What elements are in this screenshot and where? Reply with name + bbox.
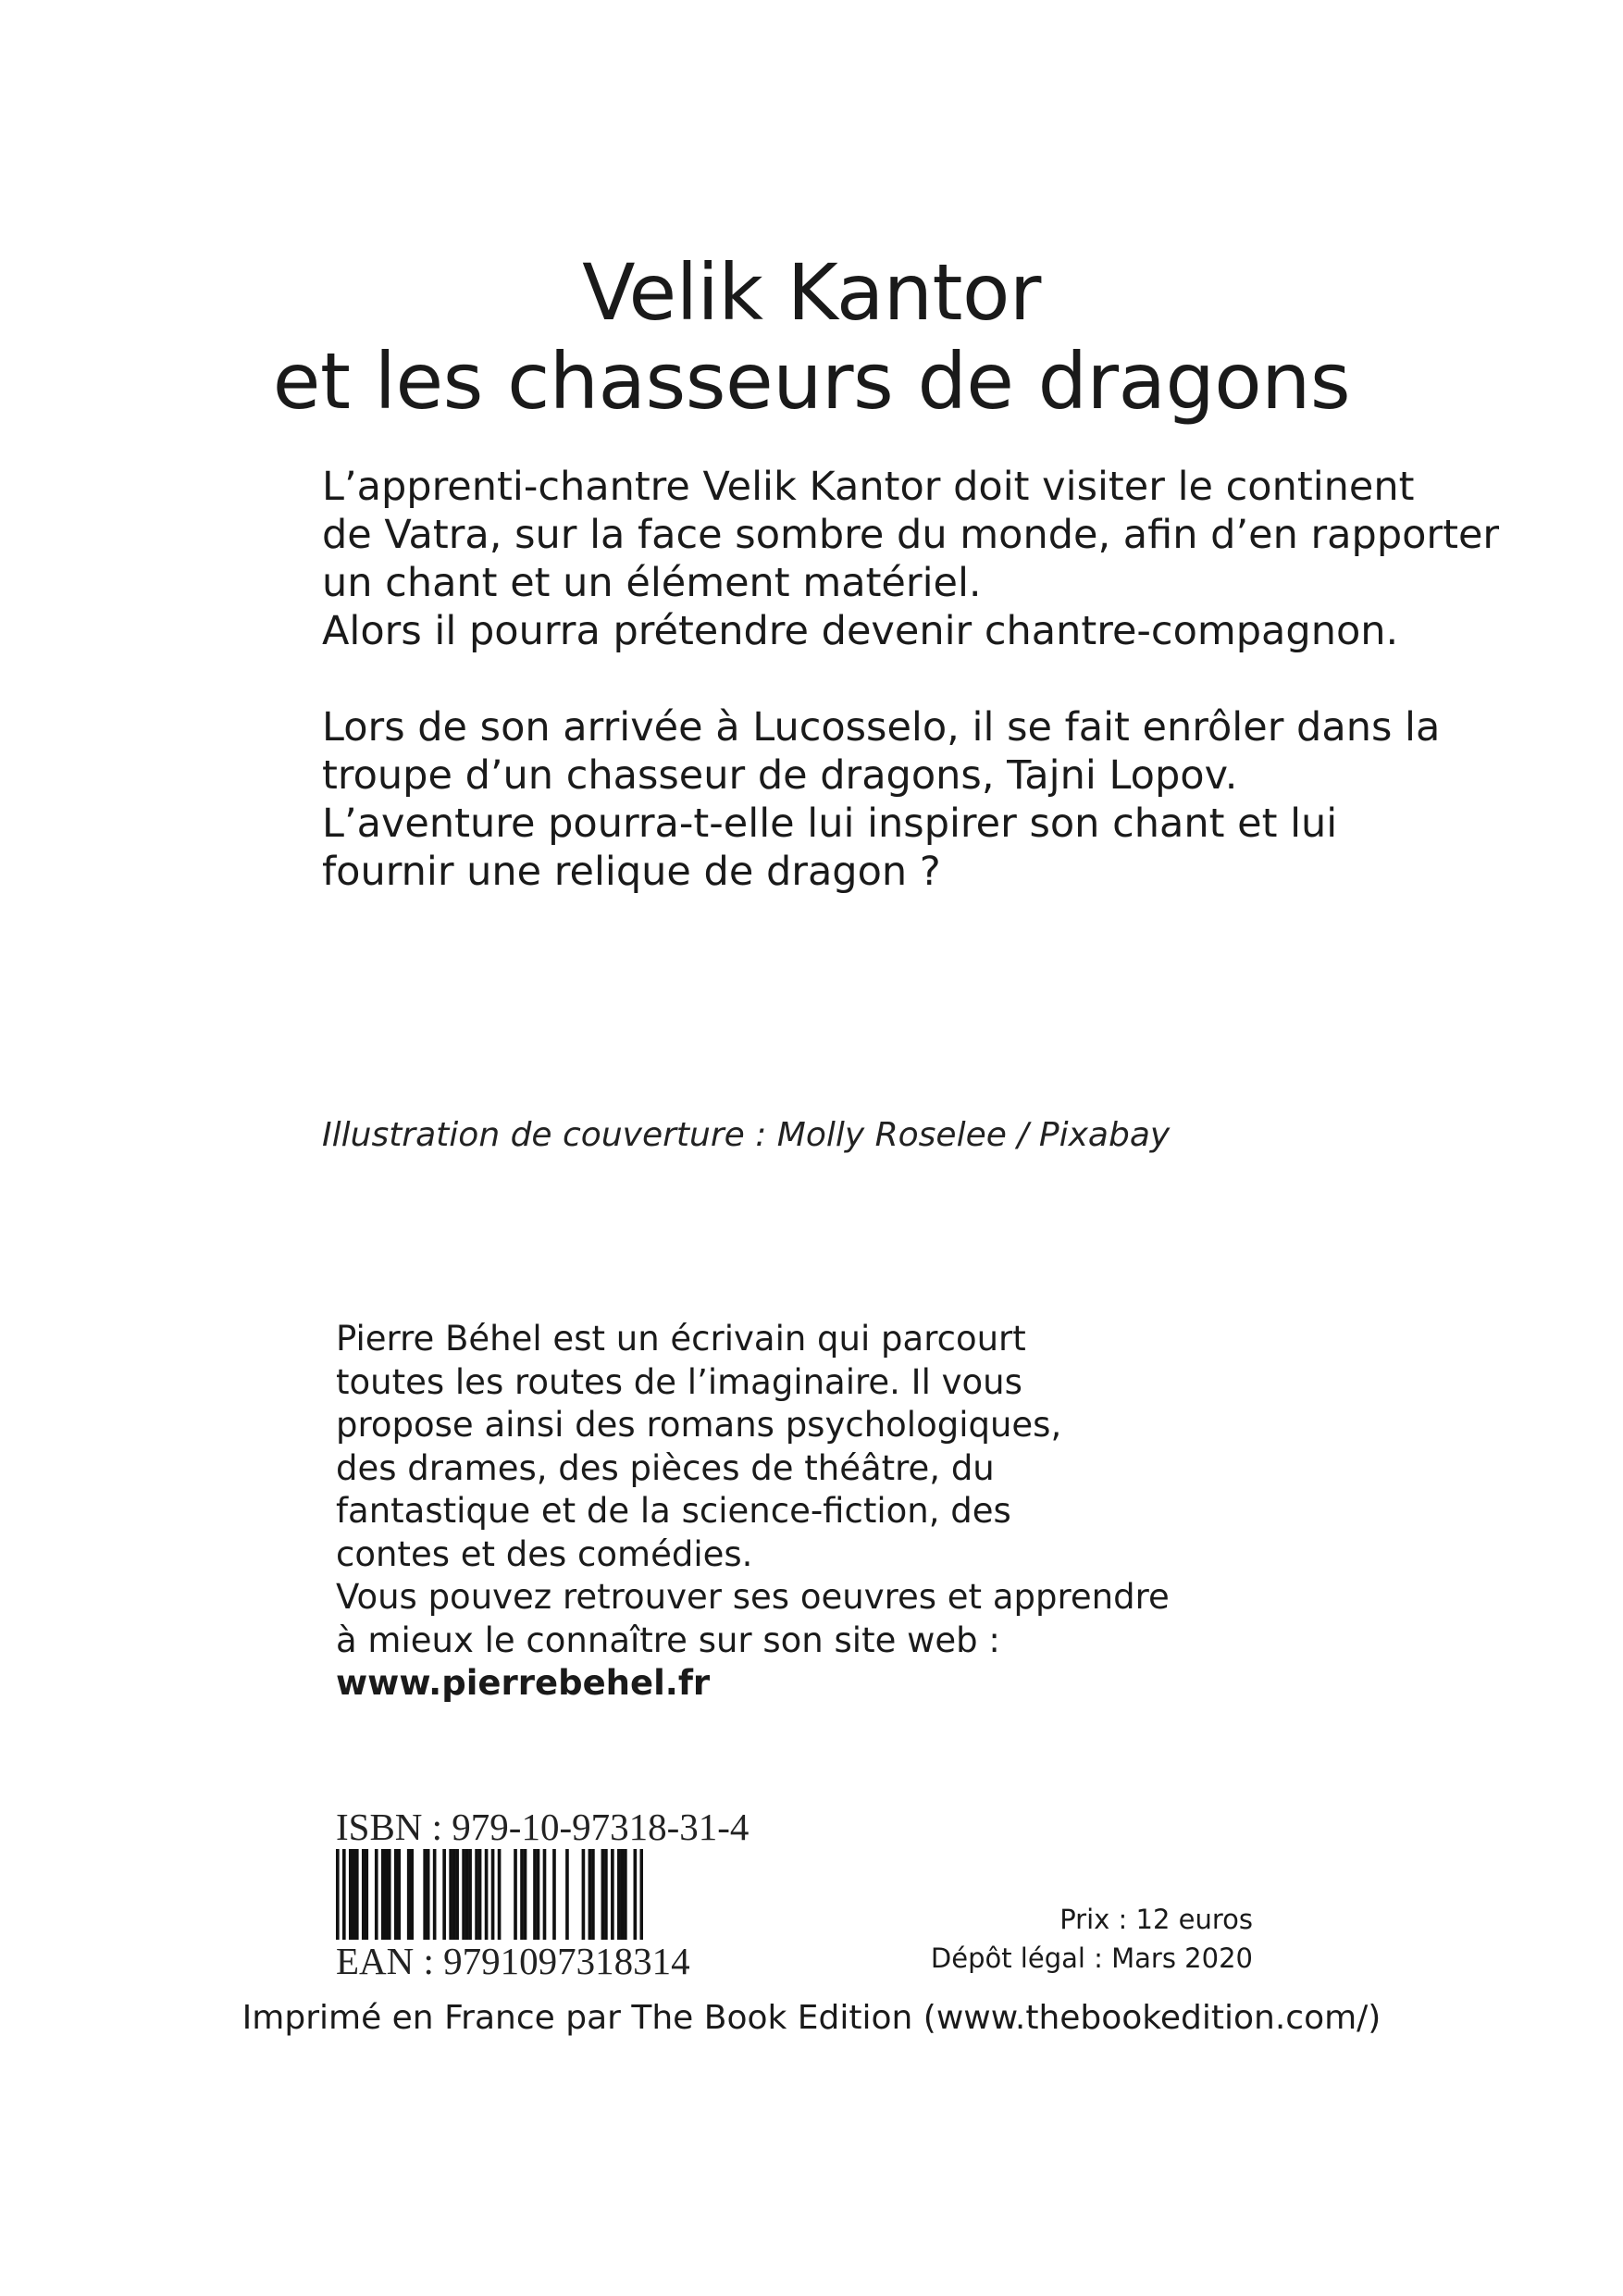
barcode-bar — [336, 1849, 340, 1940]
barcode-bar — [491, 1849, 495, 1940]
barcode-bar — [565, 1849, 569, 1940]
price: Prix : 12 euros — [1059, 1904, 1253, 1935]
barcode-bar — [621, 1849, 625, 1940]
barcode-bar — [342, 1849, 346, 1940]
author-bio-line: des drames, des pièces de théâtre, du — [336, 1447, 995, 1488]
barcode-bar — [514, 1849, 517, 1940]
barcode-bar — [475, 1849, 478, 1940]
synopsis-line: fournir une relique de dragon ? — [322, 849, 941, 895]
barcode-bar — [543, 1849, 547, 1940]
barcode-bar — [423, 1849, 427, 1940]
barcode-bar — [394, 1849, 398, 1940]
author-bio — [336, 1318, 1261, 1706]
synopsis-paragraph-1 — [322, 463, 1525, 655]
synopsis-line: L’apprenti-chantre Velik Kantor doit visiter le continent — [322, 464, 1415, 510]
barcode-bar — [468, 1849, 472, 1940]
barcode-bar — [582, 1849, 586, 1940]
printer-notice: Imprimé en France par The Book Edition (www.thebookedition.com/) — [242, 1999, 1381, 2037]
legal-deposit: Dépôt légal : Mars 2020 — [930, 1942, 1253, 1974]
barcode-bar — [427, 1849, 430, 1940]
barcode-bar — [355, 1849, 359, 1940]
barcode-bar — [349, 1849, 353, 1940]
synopsis-line: un chant et un élément matériel. — [322, 560, 982, 606]
barcode-bar — [362, 1849, 365, 1940]
synopsis-line: L’aventure pourra-t-elle lui inspirer son chant et lui — [322, 800, 1338, 847]
synopsis-line: Alors il pourra prétendre devenir chantre-compagnon. — [322, 608, 1399, 654]
barcode-bar — [617, 1849, 621, 1940]
synopsis-line: troupe d’un chasseur de dragons, Tajni Lopov. — [322, 752, 1238, 799]
barcode-bar — [384, 1849, 388, 1940]
barcode-bar — [634, 1849, 638, 1940]
barcode-bar — [552, 1849, 556, 1940]
synopsis-line: Lors de son arrivée à Lucosselo, il se fait enrôler dans la — [322, 704, 1441, 751]
barcode-bar — [365, 1849, 368, 1940]
barcode-bar — [410, 1849, 414, 1940]
barcode-bar — [397, 1849, 401, 1940]
barcode-bar — [465, 1849, 469, 1940]
author-website-link[interactable]: www.pierrebehel.fr — [336, 1663, 711, 1703]
barcode-bar — [462, 1849, 465, 1940]
barcode-bar — [442, 1849, 446, 1940]
synopsis — [322, 463, 1525, 944]
barcode-bar — [640, 1849, 643, 1940]
author-bio-line: fantastique et de la science-fiction, des — [336, 1491, 1011, 1531]
barcode-bar — [381, 1849, 385, 1940]
barcode-bar — [352, 1849, 355, 1940]
book-title — [0, 248, 1623, 426]
barcode-bar — [604, 1849, 608, 1940]
title-line-1: Velik Kantor — [582, 247, 1041, 338]
author-bio-line: contes et des comédies. — [336, 1533, 753, 1574]
barcode-bar — [498, 1849, 502, 1940]
barcode-bar — [478, 1849, 482, 1940]
barcode-bar — [455, 1849, 459, 1940]
barcode-bar — [449, 1849, 452, 1940]
barcode-bar — [524, 1849, 527, 1940]
barcode-bar — [588, 1849, 592, 1940]
price-block — [931, 1900, 1253, 1978]
barcode-bar — [624, 1849, 627, 1940]
barcode-bar — [452, 1849, 456, 1940]
barcode-bar — [611, 1849, 614, 1940]
barcode-bar — [433, 1849, 437, 1940]
author-bio-line: toutes les routes de l’imaginaire. Il vous — [336, 1361, 1022, 1402]
author-bio-line: Vous pouvez retrouver ses oeuvres et apprendre — [336, 1577, 1170, 1617]
barcode-bar — [388, 1849, 391, 1940]
barcode-bar — [485, 1849, 489, 1940]
isbn-label: ISBN : 979-10-97318-31-4 — [336, 1806, 750, 1848]
ean-label: EAN : 9791097318314 — [336, 1940, 690, 1982]
author-bio-line: Pierre Béhel est un écrivain qui parcourt — [336, 1319, 1026, 1359]
barcode-bar — [407, 1849, 411, 1940]
barcode-bar — [537, 1849, 540, 1940]
barcode-bar — [520, 1849, 524, 1940]
title-line-2: et les chasseurs de dragons — [272, 336, 1351, 427]
barcode-bar — [591, 1849, 595, 1940]
author-bio-line: propose ainsi des romans psychologiques, — [336, 1405, 1062, 1445]
barcode-bar — [601, 1849, 605, 1940]
synopsis-paragraph-2 — [322, 703, 1525, 896]
barcode-bar — [533, 1849, 537, 1940]
author-bio-line: à mieux le connaître sur son site web : — [336, 1620, 1000, 1660]
cover-illustration-credit: Illustration de couverture : Molly Roselee / Pixabay — [322, 1116, 1171, 1154]
barcode-bar — [375, 1849, 378, 1940]
synopsis-line: de Vatra, sur la face sombre du monde, afin d’en rapporter — [322, 512, 1500, 558]
barcode — [336, 1849, 643, 1940]
